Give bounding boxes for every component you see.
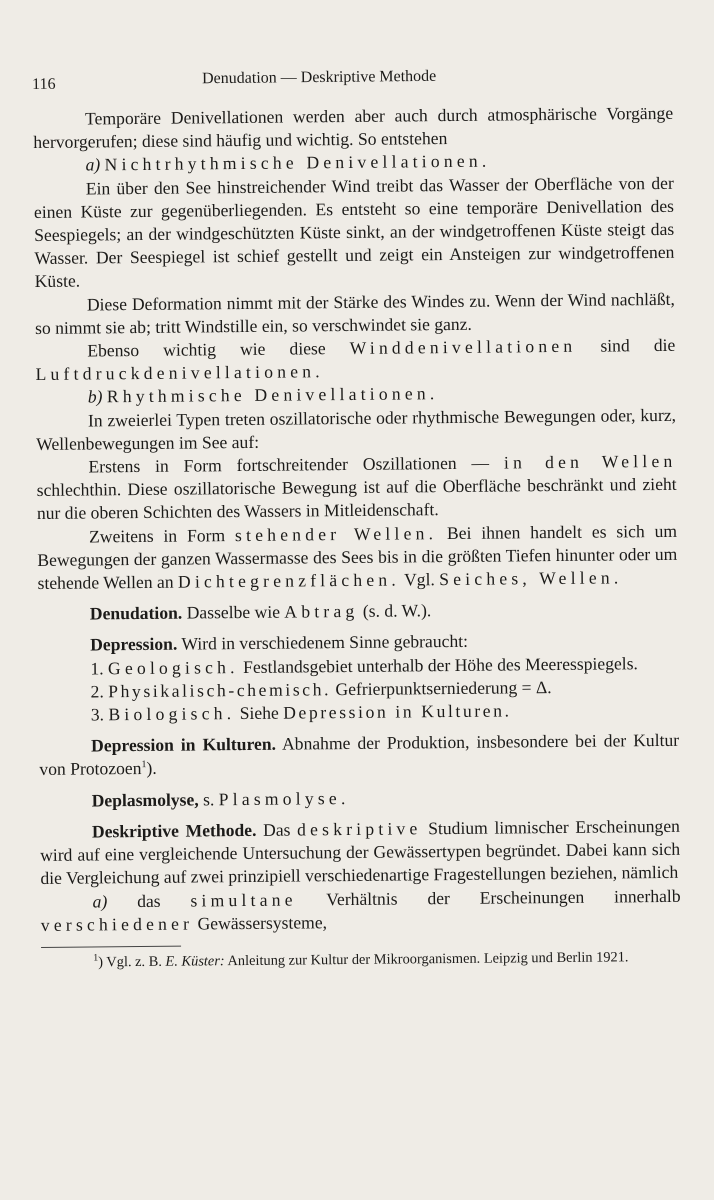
text-segment: das: [137, 890, 161, 911]
page-header: [32, 65, 662, 98]
spaced-term: Plasmolyse.: [218, 787, 350, 809]
text-segment: Festlandsgebiet unterhalb der Höhe des Meeresspiegels.: [243, 652, 638, 677]
paragraph-zweierlei: In zweierlei Typen treten oszillatorische oder rhythmische Bewegungen oder, kurz, Wellenbewegungen im See auf:: [36, 404, 677, 454]
entry-deskriptive-methode: [40, 815, 681, 891]
spaced-term: Depression in Kulturen.: [283, 700, 512, 723]
text-segment: Wird in verschiedenem Sinne gebraucht:: [181, 631, 469, 655]
label-a: a): [85, 154, 101, 175]
text-segment: Dasselbe wie: [186, 601, 281, 623]
paragraph-deformation: Diese Deformation nimmt mit der Stärke des Windes zu. Wenn der Wind nachläßt, so nimmt sie ab; tritt Windstille ein, so verschwindet sie ganz.: [35, 288, 675, 338]
label-a: a): [92, 890, 108, 911]
paragraph-wind: Ein über den See hinstreichender Wind treibt das Wasser der Oberfläche von der einen Küste zur gegenüberliegenden. Es entsteht so eine temporäre Denivellation des Seespiegels; an der windgeschützten Küste sinkt, an der windgetroffenen Küste steigt das Wasser. Der Seespiegel ist schief gestellt und zeigt ein Ansteigen zur windgetroffenen Küste.: [33, 172, 675, 292]
spaced-term: Physikalisch-chemisch.: [108, 679, 332, 702]
text-segment: s.: [202, 788, 215, 810]
heading-rhythmische: Rhythmische Denivellationen.: [106, 383, 439, 407]
text-segment: Gefrierpunktserniederung = Δ.: [335, 676, 552, 699]
spaced-term: in den Wellen: [503, 450, 677, 473]
entry-headword: Depression.: [90, 634, 178, 655]
text-segment: Bei ihnen handelt es sich um Bewegungen der ganzen Wassermasse des Sees bis in die größten Tiefen hinunter oder um stehende Wellen an: [37, 520, 678, 594]
entry-headword: Deplasmolyse,: [91, 789, 199, 811]
label-b: b): [87, 386, 103, 407]
paragraph-winddenivellationen: [35, 334, 675, 387]
deskriptive-point-a: [41, 884, 681, 937]
text-segment: Das: [262, 819, 291, 840]
footnote: [41, 948, 681, 972]
spaced-term: Abtrag: [284, 601, 359, 622]
text-segment: Ebenso wichtig wie diese: [87, 338, 326, 361]
text-segment: Anleitung zur Kultur der Mikroorganismen. Leipzig und Berlin 1921.: [227, 949, 629, 970]
list-number: 3.: [90, 704, 105, 725]
heading-nichtrhythmische: Nichtrhythmische Denivellationen.: [104, 151, 491, 175]
text-segment: Siehe: [239, 702, 279, 724]
text-segment: sind die: [600, 334, 676, 356]
spaced-term: stehender Wellen.: [234, 522, 438, 545]
footnote-marker: 1: [93, 952, 99, 964]
text-segment: Erstens in Form fortschreitender Oszillationen —: [88, 452, 490, 477]
spaced-term: Seiches, Wellen.: [439, 567, 623, 590]
spaced-term: Biologisch.: [108, 703, 236, 725]
spaced-term: Winddenivellationen: [349, 335, 577, 359]
spaced-term: verschiedener: [40, 913, 194, 935]
spaced-term: deskriptive: [297, 818, 422, 840]
paragraph-intro: Temporäre Denivellationen werden aber auch durch atmosphärische Vorgänge hervorgerufen; diese sind häufig und wichtig. So entstehen: [33, 102, 674, 153]
text-segment: ).: [146, 758, 157, 779]
text-segment: Studium limnischer Erscheinungen wird auf eine vergleichende Untersuchung der Gewässertypen begründet. Dabei kann sich die Vergleichung auf zwei prinzipiell verschiedenartige Fragestellungen beziehen, nämlich: [40, 815, 681, 889]
text-segment: Abnahme der Produktion, insbesondere bei der Kultur von Protozoen: [39, 730, 680, 780]
text-segment: Zweitens in Form: [89, 524, 226, 547]
text-segment: schlechthin. Diese oszillatorische Bewegung ist auf die Oberfläche beschränkt und zieht nur die oberen Schichten des Wassers in Mitleidenschaft.: [36, 474, 677, 524]
entry-headword: Depression in Kulturen.: [91, 733, 277, 756]
paragraph-erstens: [36, 450, 677, 526]
spaced-term: simultane: [190, 889, 297, 911]
main-text: [33, 102, 681, 972]
page-number: 116: [32, 75, 56, 93]
spaced-term: Geologisch.: [107, 656, 239, 678]
text-segment: Gewässersysteme,: [197, 911, 328, 934]
list-number: 2.: [90, 681, 104, 702]
text-segment: Vgl.: [403, 569, 435, 590]
entry-headword: Denudation.: [89, 602, 183, 624]
text-segment: Verhältnis der Erscheinungen innerhalb: [326, 885, 681, 909]
text-segment: (s. d. W.).: [362, 600, 432, 622]
text-segment: ) Vgl. z. B.: [98, 953, 162, 971]
spaced-term: Dichtegrenzflächen.: [177, 569, 401, 592]
footnote-rule: [41, 946, 181, 948]
running-title: Denudation — Deskriptive Methode: [201, 67, 437, 88]
footnote-marker: 1: [141, 759, 147, 771]
footnote-author: E. Küster:: [165, 953, 225, 970]
list-number: 1.: [90, 658, 104, 679]
spaced-term: Luftdruckdenivellationen.: [35, 361, 324, 385]
entry-depression-in-kulturen: [39, 729, 679, 782]
paragraph-zweitens: [37, 519, 678, 595]
entry-headword: Deskriptive Methode.: [91, 819, 257, 842]
